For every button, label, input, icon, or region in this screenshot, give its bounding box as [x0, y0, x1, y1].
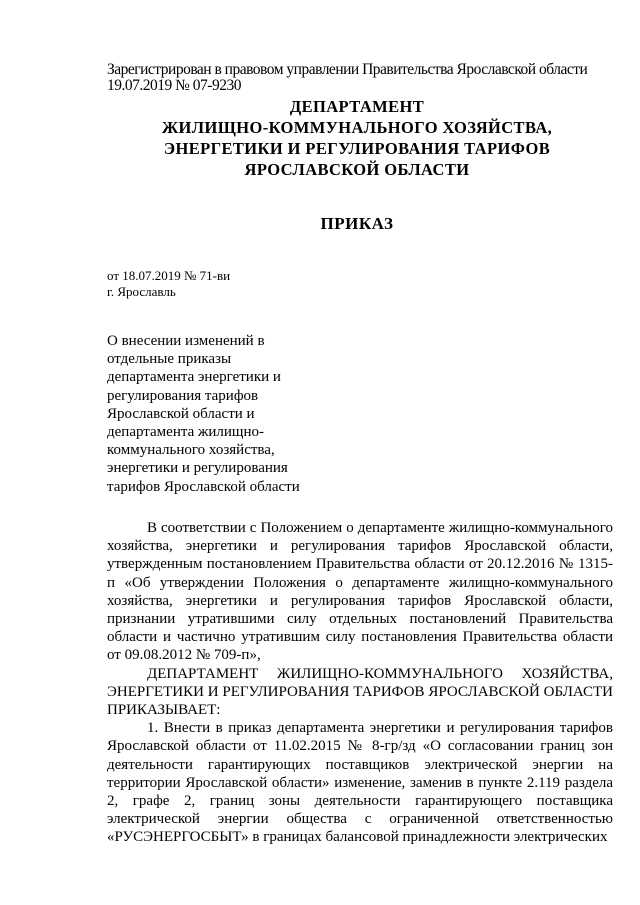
subject-line: регулирования тарифов: [107, 387, 259, 404]
department-line: ЭНЕРГЕТИКИ И РЕГУЛИРОВАНИЯ ТАРИФОВ: [163, 139, 551, 158]
subject-line: департамента энергетики и: [107, 369, 281, 386]
department-line: ЯРОСЛАВСКОЙ ОБЛАСТИ: [244, 160, 470, 179]
subject-line: О внесении изменений в: [107, 333, 265, 349]
subject-line: энергетики и регулирования: [107, 460, 288, 477]
order-date-number: от 18.07.2019 № 71-ви: [107, 268, 231, 283]
order-city: г. Ярославль: [107, 284, 176, 299]
item-1-paragraph: 1. Внести в приказ департамента энергетики и регулирования тарифов Ярославской области от 11.02.2015 № 8-гр/зд «О согласовании границ зон деятельности гарантирующих поставщиков электрической энергии на территории Ярославской области» изменение, заменив в пункте 2.119 раздела 2, графе 2, границ зоны деятельности гарантирующего поставщика электрической энергии общества с ограниченной ответственностью «РУСЭНЕРГОСБЫТ» в границах балансовой принадлежности электрических: [107, 720, 613, 846]
subject-line: Ярославской области и: [107, 405, 255, 422]
department-line: ДЕПАРТАМЕНТ: [289, 97, 425, 116]
registration-number: 19.07.2019 № 07-9230: [107, 77, 241, 94]
subject-line: отдельные приказы: [107, 351, 232, 368]
order-subject: [107, 332, 322, 496]
order-body: [107, 519, 613, 847]
department-header: [107, 96, 607, 180]
preamble-paragraph: В соответствии с Положением о департаменте жилищно-коммунального хозяйства, энергетики и регулирования тарифов Ярославской области, утвержденным постановлением Правительства области от 20.12.2016 № 1315-п «Об утверждении Положения о департаменте жилищно-коммунального хозяйства, энергетики и регулирования тарифов Ярославской области, признании утратившими силу отдельных постановлений Правительства области и частично утратившим силу постановления Правительства области от 09.08.2012 № 709-п»,: [107, 520, 613, 664]
subject-line: коммунального хозяйства,: [107, 442, 275, 459]
order-meta: [107, 268, 230, 300]
department-line: ЖИЛИЩНО-КОММУНАЛЬНОГО ХОЗЯЙСТВА,: [161, 118, 553, 137]
decree-paragraph: ДЕПАРТАМЕНТ ЖИЛИЩНО-КОММУНАЛЬНОГО ХОЗЯЙСТВА, ЭНЕРГЕТИКИ И РЕГУЛИРОВАНИЯ ТАРИФОВ ЯРОСЛАВСКОЙ ОБЛАСТИ ПРИКАЗЫВАЕТ:: [107, 665, 613, 719]
document-title: ПРИКАЗ: [320, 214, 394, 233]
subject-line: тарифов Ярославской области: [107, 478, 300, 495]
registration-line: Зарегистрирован в правовом управлении Правительства Ярославской области: [107, 61, 588, 78]
subject-line: департамента жилищно-: [107, 424, 264, 441]
registration-note: [107, 62, 617, 94]
